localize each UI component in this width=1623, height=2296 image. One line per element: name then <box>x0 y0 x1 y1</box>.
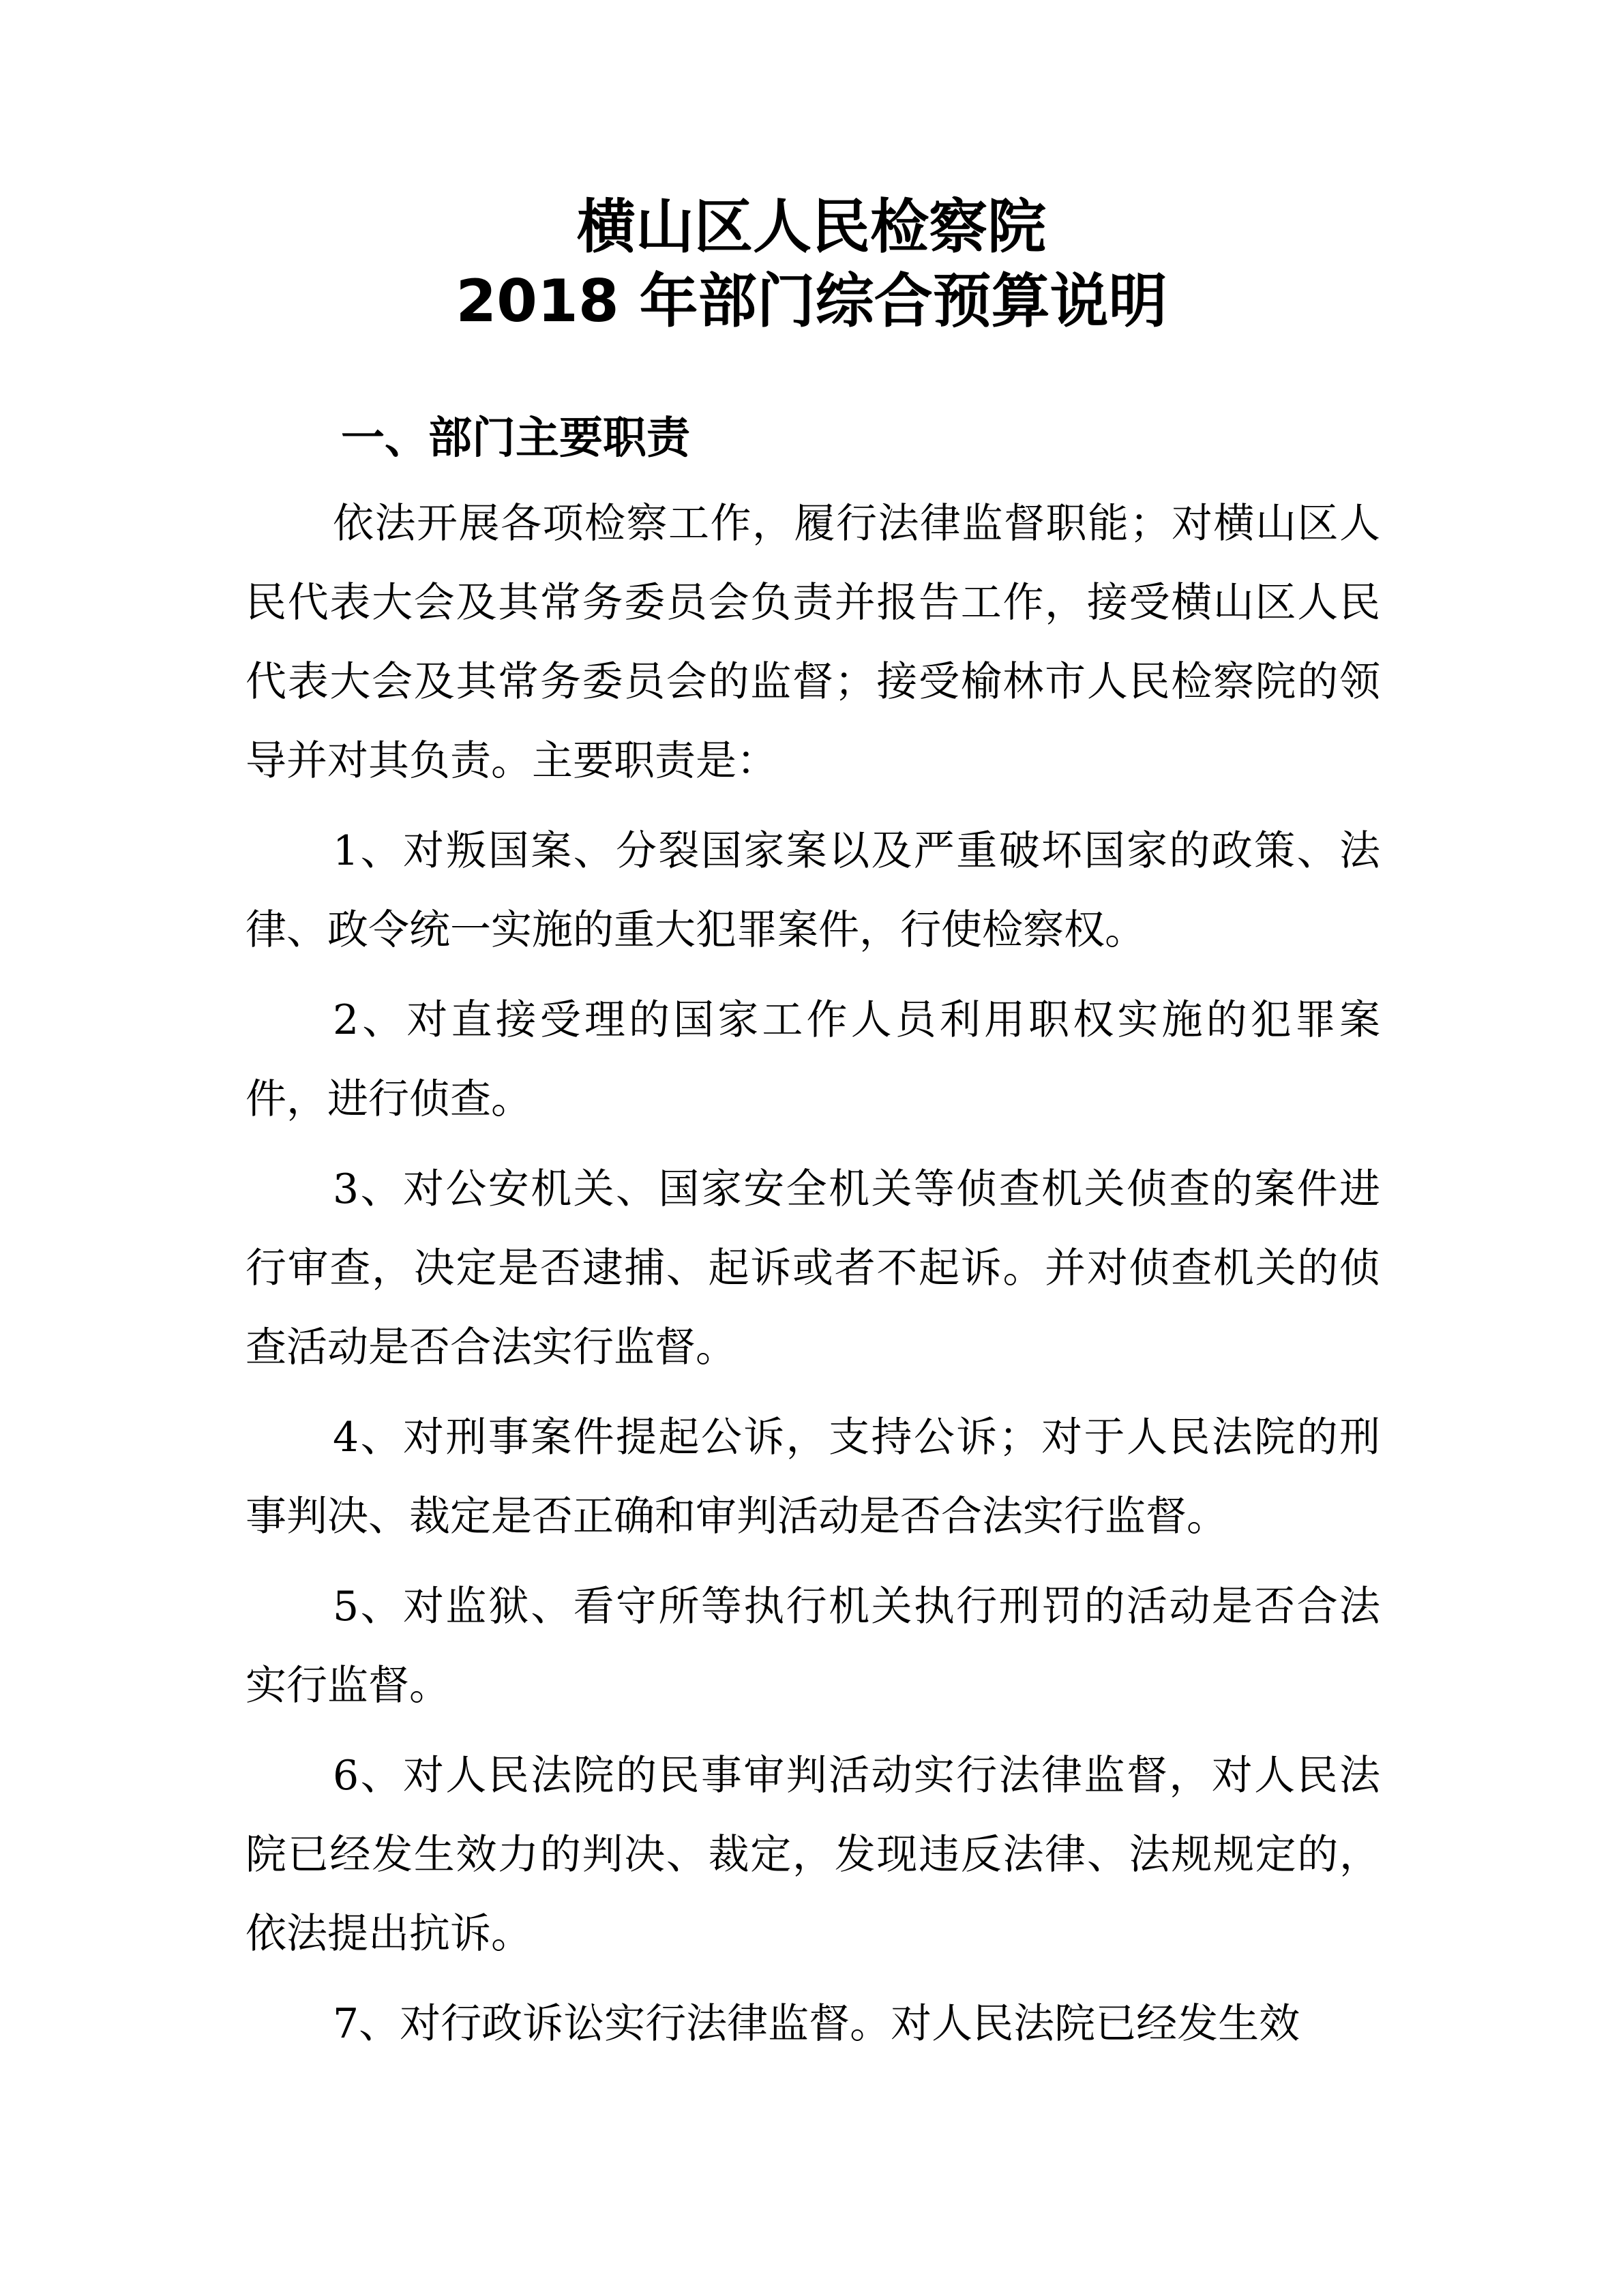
section-body <box>245 484 1380 2063</box>
duty-item: 4、对刑事案件提起公诉，支持公诉；对于人民法院的刑事判决、裁定是否正确和审判活动是否合法实行监督。 <box>245 1414 1380 1540</box>
intro-paragraph: 依法开展各项检察工作，履行法律监督职能；对横山区人民代表大会及其常务委员会负责并报告工作，接受横山区人民代表大会及其常务委员会的监督；接受榆林市人民检察院的领导并对其负责。主要职责是： <box>245 500 1380 785</box>
duty-item: 5、对监狱、看守所等执行机关执行刑罚的活动是否合法实行监督。 <box>245 1583 1380 1710</box>
document-title: 横山区人民检察院 <box>577 193 1046 261</box>
duty-item: 2、对直接受理的国家工作人员利用职权实施的犯罪案件，进行侦查。 <box>245 996 1380 1123</box>
duty-item: 1、对叛国案、分裂国家案以及严重破坏国家的政策、法律、政令统一实施的重大犯罪案件，行使检察权。 <box>245 827 1380 954</box>
duty-item: 6、对人民法院的民事审判活动实行法律监督，对人民法院已经发生效力的判决、裁定，发现违反法律、法规规定的，依法提出抗诉。 <box>245 1752 1380 1958</box>
document-subtitle: 2018 年部门综合预算说明 <box>456 267 1167 336</box>
duty-item: 7、对行政诉讼实行法律监督。对人民法院已经发生效 <box>333 2000 1300 2048</box>
section-heading: 一、部门主要职责 <box>341 413 690 464</box>
duty-item: 3、对公安机关、国家安全机关等侦查机关侦查的案件进行审查，决定是否逮捕、起诉或者不起诉。并对侦查机关的侦查活动是否合法实行监督。 <box>245 1165 1380 1371</box>
